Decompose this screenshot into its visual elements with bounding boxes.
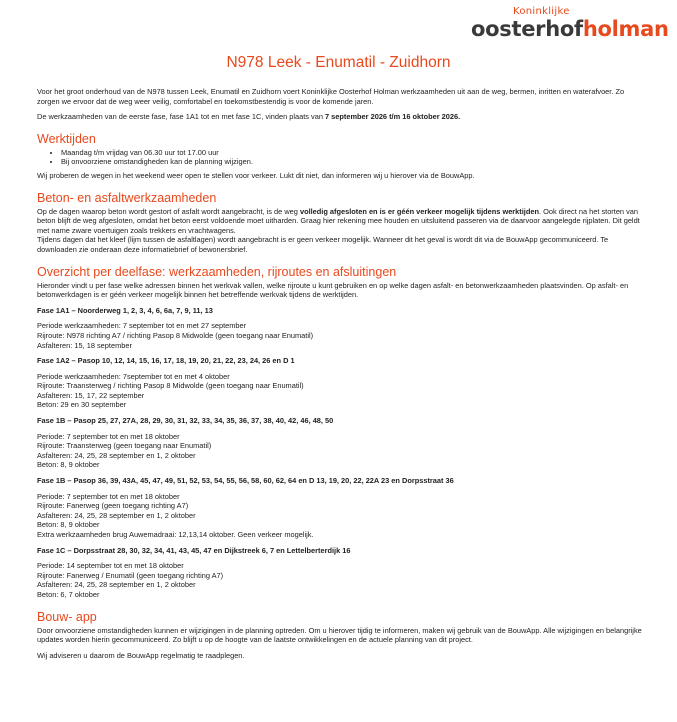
fase-details — [37, 492, 645, 540]
fase-details — [37, 321, 645, 350]
fase-detail-line: Periode: 7 september tot en met 18 oktober — [37, 431, 180, 441]
fase-list — [37, 306, 645, 600]
werktijden-note: Wij proberen de wegen in het weekend weer open te stellen voor verkeer. Lukt dit niet, dan informeren wij u hierover via de BouwApp. — [37, 170, 475, 180]
fase-detail-line: Rijroute: Traansterweg (geen toegang naar Enumatil) — [37, 441, 212, 451]
fase-detail-line: Extra werkzaamheden brug Auwemadraai: 12,13,14 oktober. Geen verkeer mogelijk. — [37, 530, 314, 539]
beton-p1-bold: volledig afgesloten en is er géén verkeer mogelijk tijdens werktijden — [299, 206, 539, 216]
logo-tagline: Koninklijke — [513, 6, 570, 17]
list-item: • Maandag t/m vrijdag van 06.30 uur tot 17.00 uur — [61, 148, 645, 158]
beton-heading: Beton- en asfaltwerkzaamheden — [37, 190, 217, 205]
overzicht-heading: Overzicht per deelfase: werkzaamheden, rijroutes en afsluitingen — [37, 264, 397, 279]
fase-detail-line: Asfalteren: 24, 25, 28 september en 1, 2 oktober — [37, 510, 196, 520]
intro-p2-dates: 7 september 2026 t/m 16 oktober 2026. — [325, 112, 461, 122]
fase-detail-line: Periode werkzaamheden: 7september tot en met 4 oktober — [37, 371, 230, 381]
overzicht-intro: Hieronder vindt u per fase welke adressen binnen het werkvak vallen, welke rijroute u kunt gebruiken en op welke dagen asfalt- en betonwerkzaamheden plaatsvinden. Op asfalt- en betonwerkdagen is er géén verkeer mogelijk binnen het betreffende werkvak tijdens de werktijden. — [37, 280, 629, 300]
fase-details — [37, 561, 645, 599]
fase-detail-line: Beton: 29 en 30 september — [37, 400, 127, 410]
company-logo — [471, 6, 669, 41]
intro-p2-text: De werkzaamheden van de eerste fase, fase 1A1 tot en met fase 1C, vinden plaats van — [37, 112, 325, 122]
fase-title: Fase 1A1 – Noorderweg 1, 2, 3, 4, 6, 6a, 7, 9, 11, 13 — [37, 305, 213, 315]
fase-details — [37, 372, 645, 410]
beton-p1-text-end: . Ook direct na het storten van beton blijft de weg afgesloten, omdat het beton eerst voldoende moet uitharden. Graag hier rekening mee houden en uitsluitend passeren via de daarvoor aangelegde rijplaten. Dit geldt met name zware voertuigen zoals trekkers en vrachtwagens. — [37, 206, 640, 235]
bouwapp-paragraph-1: Door onvoorziene omstandigheden kunnen er wijzigingen in de planning optreden. Om u hierover tijdig te informeren, maken wij gebruik van de BouwApp. Alle wijzigingen en belangrijke updates worden hierin gecommuniceerd. Zo blijft u op de hoogte van de laatste ontwikkelingen en de actuele planning van dit project. — [37, 625, 642, 645]
logo-part-1: oosterhof — [471, 17, 583, 41]
fase-detail-line: Rijroute: N978 richting A7 / richting Pasop 8 Midwolde (geen toegang naar Enumatil) — [37, 330, 314, 340]
fase-detail-line: Asfalteren: 15, 17, 22 september — [37, 390, 145, 400]
fase-detail-line: Rijroute: Fanerweg / Enumatil (geen toegang richting A7) — [37, 570, 224, 580]
fase-title: Fase 1B – Pasop 25, 27, 27A, 28, 29, 30, 31, 32, 33, 34, 35, 36, 37, 38, 40, 42, 46, 48, 50 — [37, 416, 334, 426]
beton-paragraph-1 — [37, 207, 645, 236]
document-title: N978 Leek - Enumatil - Zuidhorn — [226, 54, 451, 71]
fase-detail-line: Periode: 14 september tot en met 18 oktober — [37, 561, 184, 571]
fase-title: Fase 1C – Dorpsstraat 28, 30, 32, 34, 41, 43, 45, 47 en Dijkstreek 6, 7 en Lettelberterdijk 16 — [37, 545, 351, 555]
fase-title: Fase 1A2 – Pasop 10, 12, 14, 15, 16, 17, 18, 19, 20, 21, 22, 23, 24, 26 en D 1 — [37, 356, 295, 366]
document-body — [37, 87, 645, 666]
beton-p1-text: Op de dagen waarop beton wordt gestort of asfalt wordt aangebracht, is de weg — [37, 206, 300, 216]
list-item: • Bij onvoorziene omstandigheden kan de planning wijzigen. — [61, 157, 645, 167]
logo-wordmark — [471, 17, 669, 41]
werktijden-heading: Werktijden — [37, 131, 96, 146]
fase-details — [37, 432, 645, 470]
fase-detail-line: Asfalteren: 24, 25, 28 september en 1, 2 oktober — [37, 450, 196, 460]
fase-title: Fase 1B – Pasop 36, 39, 43A, 45, 47, 49, 51, 52, 53, 54, 55, 56, 58, 60, 62, 64 en D 13, 19, 20, 22, 22A 23 en Dorpsstraat 36 — [37, 476, 454, 486]
fase-detail-line: Asfalteren: 15, 18 september — [37, 340, 132, 350]
fase-detail-line: Periode werkzaamheden: 7 september tot en met 27 september — [37, 321, 247, 331]
fase-detail-line: Beton: 8, 9 oktober — [37, 460, 100, 470]
bouwapp-heading: Bouw- app — [37, 609, 97, 624]
werktijden-list — [37, 148, 645, 167]
logo-part-2: holman — [582, 17, 669, 41]
fase-detail-line: Beton: 8, 9 oktober — [37, 520, 100, 530]
intro-paragraph-2 — [37, 112, 645, 122]
bouwapp-paragraph-2: Wij adviseren u daarom de BouwApp regelmatig te raadplegen. — [37, 650, 245, 660]
fase-detail-line: Asfalteren: 24, 25, 28 september en 1, 2 oktober — [37, 580, 196, 590]
fase-detail-line: Rijroute: Fanerweg (geen toegang richting A7) — [37, 501, 189, 511]
intro-paragraph-1: Voor het groot onderhoud van de N978 tussen Leek, Enumatil en Zuidhorn voert Koninklijke Oosterhof Holman werkzaamheden uit aan de weg, bermen, inritten en waterafvoer. Zo zorgen we ervoor dat de weg weer veilig, comfortabel en toekomstbestendig is voor de komende jaren. — [37, 87, 625, 106]
fase-detail-line: Rijroute: Traansterweg / richting Pasop 8 Midwolde (geen toegang naar Enumatil) — [37, 381, 304, 391]
fase-detail-line: Beton: 6, 7 oktober — [37, 589, 100, 599]
fase-detail-line: Periode: 7 september tot en met 18 oktober — [37, 491, 180, 501]
beton-paragraph-2: Tijdens dagen dat het kleef (lijm tussen de asfaltlagen) wordt aangebracht is er geen verkeer mogelijk. Wanneer dit het geval is wordt dit via de BouwApp gecommuniceerd. Te downloaden zie onderaan deze informatiebrief of bewonersbrief. — [37, 235, 609, 254]
